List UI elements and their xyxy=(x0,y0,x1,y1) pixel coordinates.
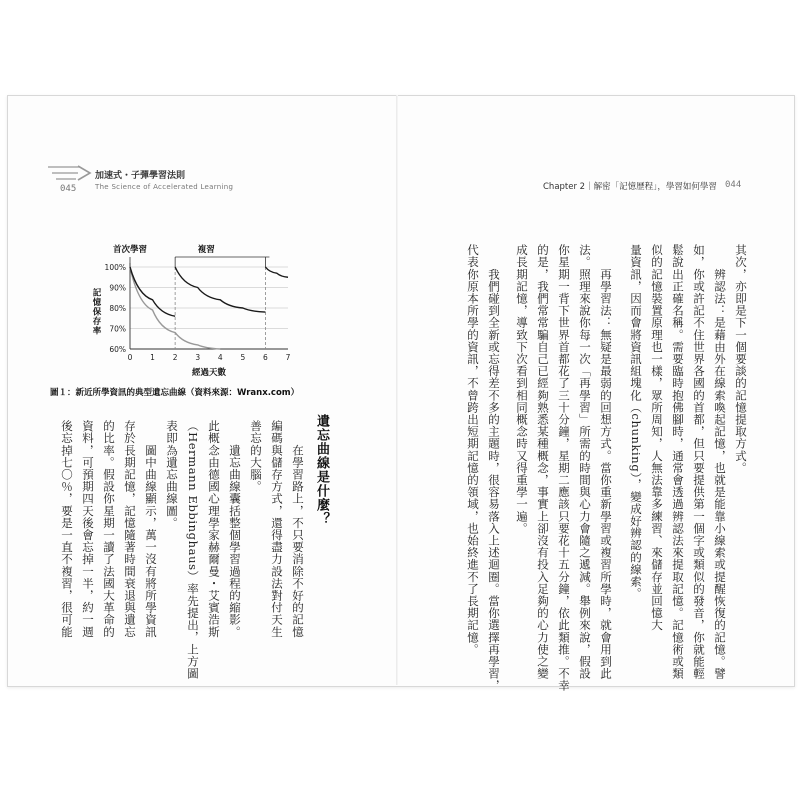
series-subtitle: The Science of Accelerated Learning xyxy=(95,183,234,191)
text-column: 遺忘曲線囊括整個學習過程的縮影。 xyxy=(228,420,242,638)
text-column: 你星期一背下世界首都花了三十分鐘，星期二應該只要花十五分鐘，依此類推。不幸 xyxy=(557,244,571,692)
y-tick-label: 70% xyxy=(109,324,126,334)
speed-lines-logo xyxy=(48,164,98,186)
right-page-number: 044 xyxy=(725,180,742,190)
annotation-review: 複習 xyxy=(197,245,215,255)
text-column: 我們碰到全新或忘得差不多的主題時，很容易落入上述迴圈。當你選擇再學習， xyxy=(487,244,501,692)
text-column: 此概念由德國心理學家赫爾曼・艾賓浩斯 xyxy=(207,420,221,638)
x-tick-label: 5 xyxy=(240,353,246,362)
text-column: 資料，可預期四天後會忘掉一半，約一週 xyxy=(81,420,95,638)
x-tick-label: 0 xyxy=(127,353,133,362)
text-column: 圖中曲線顯示，萬一沒有將所學資訊 xyxy=(144,420,158,638)
x-axis-label: 經過天數 xyxy=(191,368,227,378)
series-title: 加速式・子彈學習法則 xyxy=(95,171,186,181)
text-column: 如，你或許記不住世界各國的首都，但只要提供第一個字或類似的發音，你就能輕 xyxy=(692,244,706,680)
text-column: 在學習路上，不只要消除不好的記憶 xyxy=(291,420,305,638)
curve-series-2 xyxy=(175,267,265,312)
x-tick-label: 2 xyxy=(172,353,178,362)
text-column: 編碼與儲存方式，還得盡力設法對付天生 xyxy=(270,420,284,638)
text-column: 辨認法：是藉由外在線索喚起記憶，也就是能靠小線索或提醒恢復的記憶。譬 xyxy=(713,244,727,680)
text-column: 表即為遺忘曲線圖。 xyxy=(165,420,179,529)
x-tick-label: 1 xyxy=(150,353,155,362)
x-tick-label: 6 xyxy=(263,353,268,362)
chapter-title: Chapter 2｜解密「記憶歷程」，學習如何學習 xyxy=(543,182,717,192)
text-column: 的是，我們常常騙自己已經夠熟悉某種概念，事實上卻沒有投入足夠的心力使之變 xyxy=(536,244,550,680)
figure-caption: 圖１：新近所學資訊的典型遺忘曲線（資料來源：Wranx.com） xyxy=(50,388,300,398)
section-heading: 遺忘曲線是什麼？ xyxy=(314,414,329,526)
y-tick-label: 90% xyxy=(109,283,126,293)
x-tick-label: 4 xyxy=(217,353,223,362)
text-column: 法。照理來說你每一次「再學習」所需的時間與心力會隨之遞減。舉例來說，假設 xyxy=(578,244,592,680)
text-column: 的比率。假設你星期一讀了法國大革命的 xyxy=(102,420,116,638)
text-column: 其次，亦即是下一個要談的記憶提取方式。 xyxy=(734,244,748,474)
text-column: （Hermann Ebbinghaus）率先提出，上方圖 xyxy=(186,420,200,680)
y-tick-label: 100% xyxy=(104,263,126,272)
y-tick-label: 80% xyxy=(109,304,126,313)
text-column: 存於長期記憶，記憶隨著時間衰退與遺忘 xyxy=(123,420,137,638)
text-column: 似的記憶裝置原理也一樣，眾所周知，人無法靠多練習、來儲存並回憶大 xyxy=(650,244,664,632)
forgetting-curve-chart xyxy=(70,235,310,380)
x-tick-label: 7 xyxy=(285,353,291,362)
text-column: 善忘的大腦。 xyxy=(249,420,263,493)
y-axis-label: 記憶保存率 xyxy=(91,288,101,336)
text-column: 量資訊，因而會將資訊組塊化（chunking），變成好辨認的線索。 xyxy=(629,244,643,600)
text-column: 鬆說出正確名稱。需要臨時抱佛腳時，通常會透過辨認法來提取記憶。記憶術或類 xyxy=(671,244,685,680)
text-column: 再學習法：無疑是最弱的回想方式。當你重新學習或複習所學時，就會用到此 xyxy=(599,244,613,680)
text-column: 後忘掉七〇％，要是一直不複習，很可能 xyxy=(60,420,74,638)
y-tick-label: 60% xyxy=(109,345,126,354)
annotation-first-study: 首次學習 xyxy=(112,245,148,255)
left-page-number: 045 xyxy=(60,184,77,194)
text-column: 代表你原本所學的資訊，不曾跨出短期記憶的領域，也始終進不了長期記憶。 xyxy=(466,244,480,656)
text-column: 成長期記憶，導致下次看到相同概念時又得重學一遍。 xyxy=(515,244,529,535)
curve-series-3 xyxy=(265,267,288,277)
book-spine xyxy=(396,95,398,685)
x-tick-label: 3 xyxy=(195,353,201,362)
